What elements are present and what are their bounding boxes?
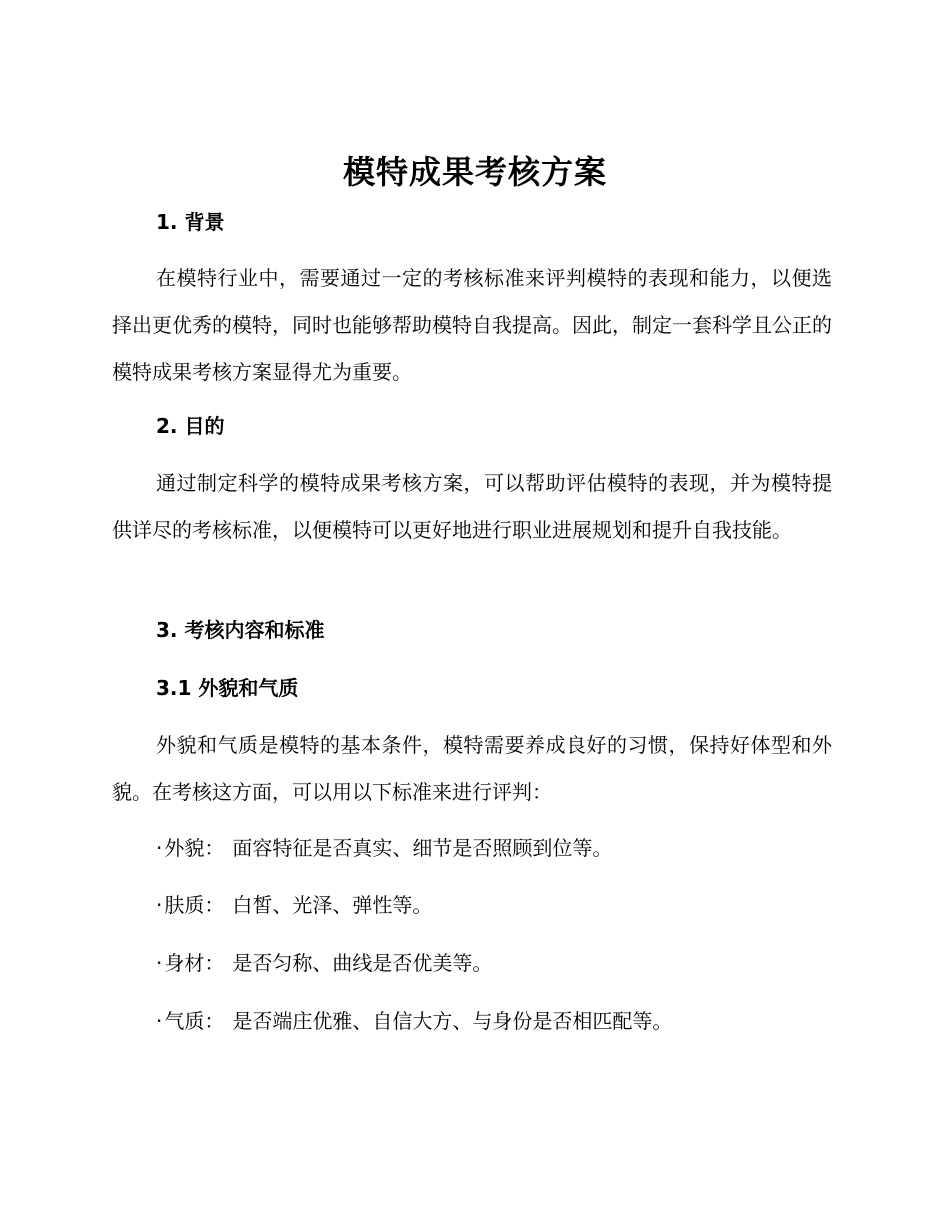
- bullet-text: 是否端庄优雅、自信大方、与身份是否相匹配等。: [232, 1009, 673, 1033]
- list-item: · 气质： 是否端庄优雅、自信大方、与身份是否相匹配等。: [156, 1009, 673, 1033]
- list-item: · 肤质： 白皙、光泽、弹性等。: [156, 893, 433, 917]
- section-heading-appearance: 3.1 外貌和气质: [156, 676, 299, 700]
- bullet-label: 外貌: [164, 836, 205, 860]
- section-heading-purpose: 2. 目的: [156, 414, 225, 438]
- bullet-icon: ·: [156, 893, 163, 917]
- bullet-label: 身材: [164, 951, 205, 975]
- list-item: · 外貌： 面容特征是否真实、细节是否照顾到位等。: [156, 836, 613, 860]
- bullet-text: 是否匀称、曲线是否优美等。: [232, 951, 493, 975]
- bullet-label: 肤质: [164, 893, 205, 917]
- document-title: 模特成果考核方案: [342, 153, 607, 191]
- section-body-appearance: 外貌和气质是模特的基本条件，模特需要养成良好的习惯，保持好体型和外貌。在考核这方面，可以用以下标准来进行评判：: [112, 733, 832, 804]
- section-body-background: 在模特行业中，需要通过一定的考核标准来评判模特的表现和能力，以便选择出更优秀的模特，同时也能够帮助模特自我提高。因此，制定一套科学且公正的模特成果考核方案显得尤为重要。: [112, 266, 832, 384]
- section-body-purpose: 通过制定科学的模特成果考核方案，可以帮助评估模特的表现，并为模特提供详尽的考核标准，以便模特可以更好地进行职业进展规划和提升自我技能。: [112, 471, 832, 542]
- section-heading-content: 3. 考核内容和标准: [156, 618, 325, 642]
- bullet-text: 面容特征是否真实、细节是否照顾到位等。: [232, 836, 613, 860]
- bullet-icon: ·: [156, 836, 163, 860]
- bullet-text: 白皙、光泽、弹性等。: [232, 893, 433, 917]
- bullet-icon: ·: [156, 951, 163, 975]
- bullet-label: 气质: [164, 1009, 205, 1033]
- bullet-icon: ·: [156, 1009, 163, 1033]
- list-item: · 身材： 是否匀称、曲线是否优美等。: [156, 951, 493, 975]
- section-heading-background: 1. 背景: [156, 210, 225, 234]
